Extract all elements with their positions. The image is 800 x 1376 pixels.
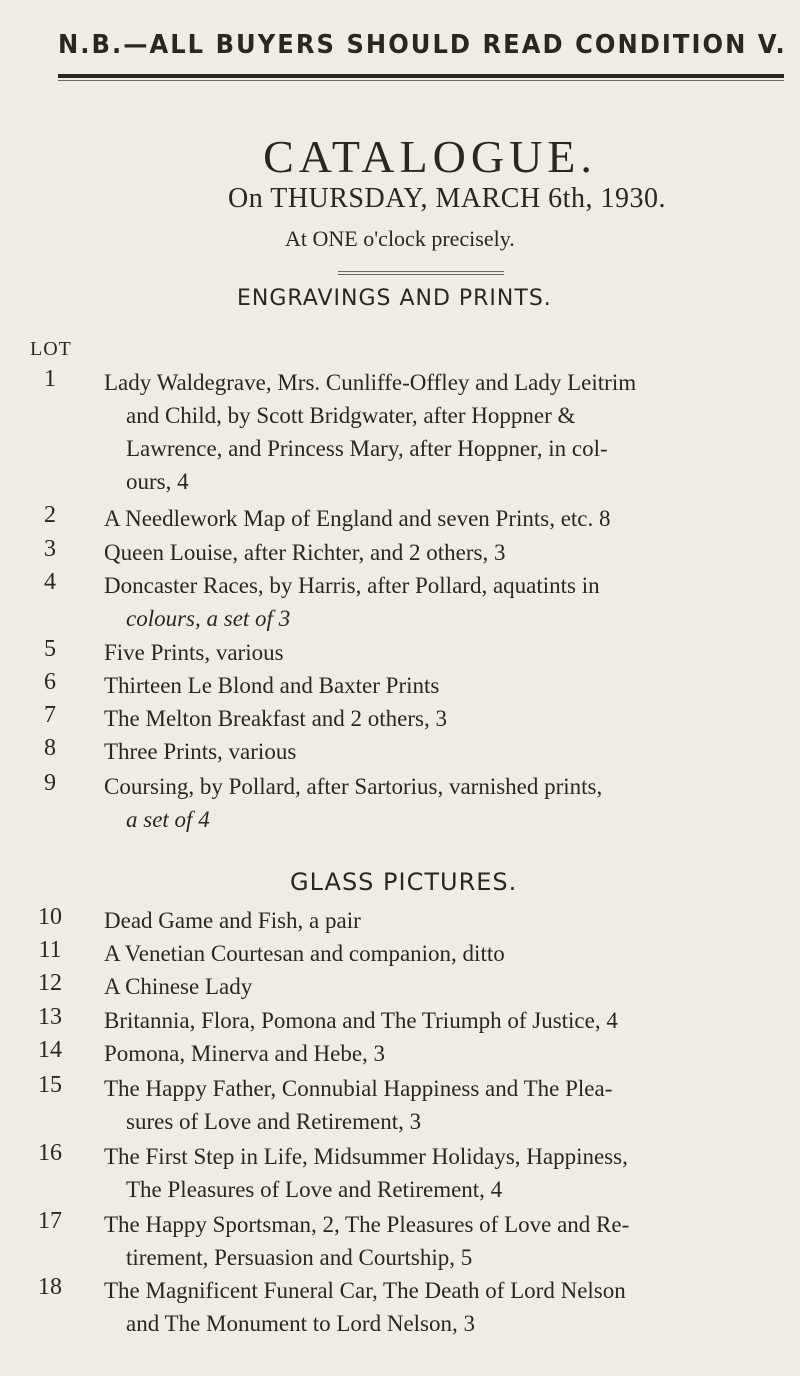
lot-desc-line: The Melton Breakfast and 2 others, 3	[104, 706, 447, 731]
lot-desc-line: Five Prints, various	[104, 640, 284, 665]
lot-description	[104, 1274, 790, 1340]
lot-desc-line: The Happy Father, Connubial Happiness and The Plea-	[104, 1076, 613, 1101]
lot-description	[104, 502, 790, 535]
lot-description	[104, 702, 790, 735]
lot-number: 11	[38, 937, 62, 963]
lot-desc-line: sures of Love and Retirement, 3	[126, 1109, 422, 1134]
lot-desc-line: Three Prints, various	[104, 739, 297, 764]
lot-description	[104, 366, 790, 498]
lot-number: 17	[38, 1208, 62, 1234]
lot-number: 4	[44, 569, 56, 595]
lot-description	[104, 735, 790, 768]
lot-number: 16	[38, 1140, 62, 1166]
lot-desc-line: The Pleasures of Love and Retirement, 4	[126, 1177, 503, 1202]
lot-desc-line: Pomona, Minerva and Hebe, 3	[104, 1041, 386, 1066]
condition-notice: N.B.—ALL BUYERS SHOULD READ CONDITION V.	[58, 30, 787, 60]
lot-desc-line: and Child, by Scott Bridgwater, after Hoppner &	[126, 403, 576, 428]
lot-number: 15	[38, 1072, 62, 1098]
lot-desc-line: A Chinese Lady	[104, 974, 253, 999]
lot-desc-line: ours, 4	[126, 469, 189, 494]
title-rule-2	[338, 274, 504, 275]
lot-number: 2	[44, 502, 56, 528]
lot-desc-line: Doncaster Races, by Harris, after Pollard, aquatints in	[104, 573, 600, 598]
lot-desc-line: colours, a set of 3	[126, 606, 291, 631]
section-title-engravings: ENGRAVINGS AND PRINTS.	[237, 286, 552, 311]
lot-number: 14	[38, 1037, 62, 1063]
lot-description	[104, 636, 790, 669]
lot-desc-line: Lawrence, and Princess Mary, after Hoppner, in col-	[126, 436, 608, 461]
lot-desc-line: A Venetian Courtesan and companion, ditto	[104, 941, 505, 966]
sale-time: At ONE o'clock precisely.	[285, 226, 515, 251]
lot-number: 18	[38, 1274, 62, 1300]
catalogue-title: CATALOGUE.	[263, 131, 597, 182]
lot-number: 12	[38, 970, 62, 996]
header-rule-thick	[58, 74, 784, 78]
lot-description	[104, 970, 790, 1003]
lot-description	[104, 669, 790, 702]
lot-number: 7	[44, 702, 56, 728]
lot-number: 6	[44, 669, 56, 695]
lot-description	[104, 1004, 790, 1037]
lot-desc-line: Coursing, by Pollard, after Sartorius, varnished prints,	[104, 774, 603, 799]
lot-number: 5	[44, 636, 56, 662]
lot-desc-line: tirement, Persuasion and Courtship, 5	[126, 1245, 473, 1270]
lot-description	[104, 569, 790, 635]
lot-number: 1	[44, 366, 56, 392]
lot-description	[104, 536, 790, 569]
lot-description	[104, 1072, 790, 1138]
lot-number: 10	[38, 904, 62, 930]
lot-desc-line: a set of 4	[126, 807, 210, 832]
header-rule-thin	[58, 80, 784, 81]
lot-desc-line: The Magnificent Funeral Car, The Death of Lord Nelson	[104, 1278, 626, 1303]
lot-desc-line: Lady Waldegrave, Mrs. Cunliffe-Offley and Lady Leitrim	[104, 370, 637, 395]
sale-date: On THURSDAY, MARCH 6th, 1930.	[228, 183, 666, 214]
lot-number: 9	[44, 770, 56, 796]
section-title-glass-pictures: GLASS PICTURES.	[290, 868, 518, 896]
lot-description	[104, 770, 790, 836]
lot-desc-line: The First Step in Life, Midsummer Holidays, Happiness,	[104, 1144, 628, 1169]
lot-desc-line: The Happy Sportsman, 2, The Pleasures of Love and Re-	[104, 1212, 630, 1237]
lot-number: 8	[44, 735, 56, 761]
lot-number: 13	[38, 1004, 62, 1030]
lot-desc-line: Thirteen Le Blond and Baxter Prints	[104, 673, 440, 698]
lot-number: 3	[44, 536, 56, 562]
lot-desc-line: Britannia, Flora, Pomona and The Triumph of Justice, 4	[104, 1008, 618, 1033]
lot-desc-line: Dead Game and Fish, a pair	[104, 908, 361, 933]
lot-desc-line: Queen Louise, after Richter, and 2 others, 3	[104, 540, 506, 565]
lot-description	[104, 1140, 790, 1206]
lot-description	[104, 1208, 790, 1274]
lot-desc-line: and The Monument to Lord Nelson, 3	[126, 1311, 475, 1336]
lot-description	[104, 1037, 790, 1070]
lot-column-label: LOT	[30, 338, 72, 360]
lot-description	[104, 904, 790, 937]
lot-description	[104, 937, 790, 970]
title-rule	[338, 271, 504, 272]
lot-desc-line: A Needlework Map of England and seven Prints, etc. 8	[104, 506, 611, 531]
